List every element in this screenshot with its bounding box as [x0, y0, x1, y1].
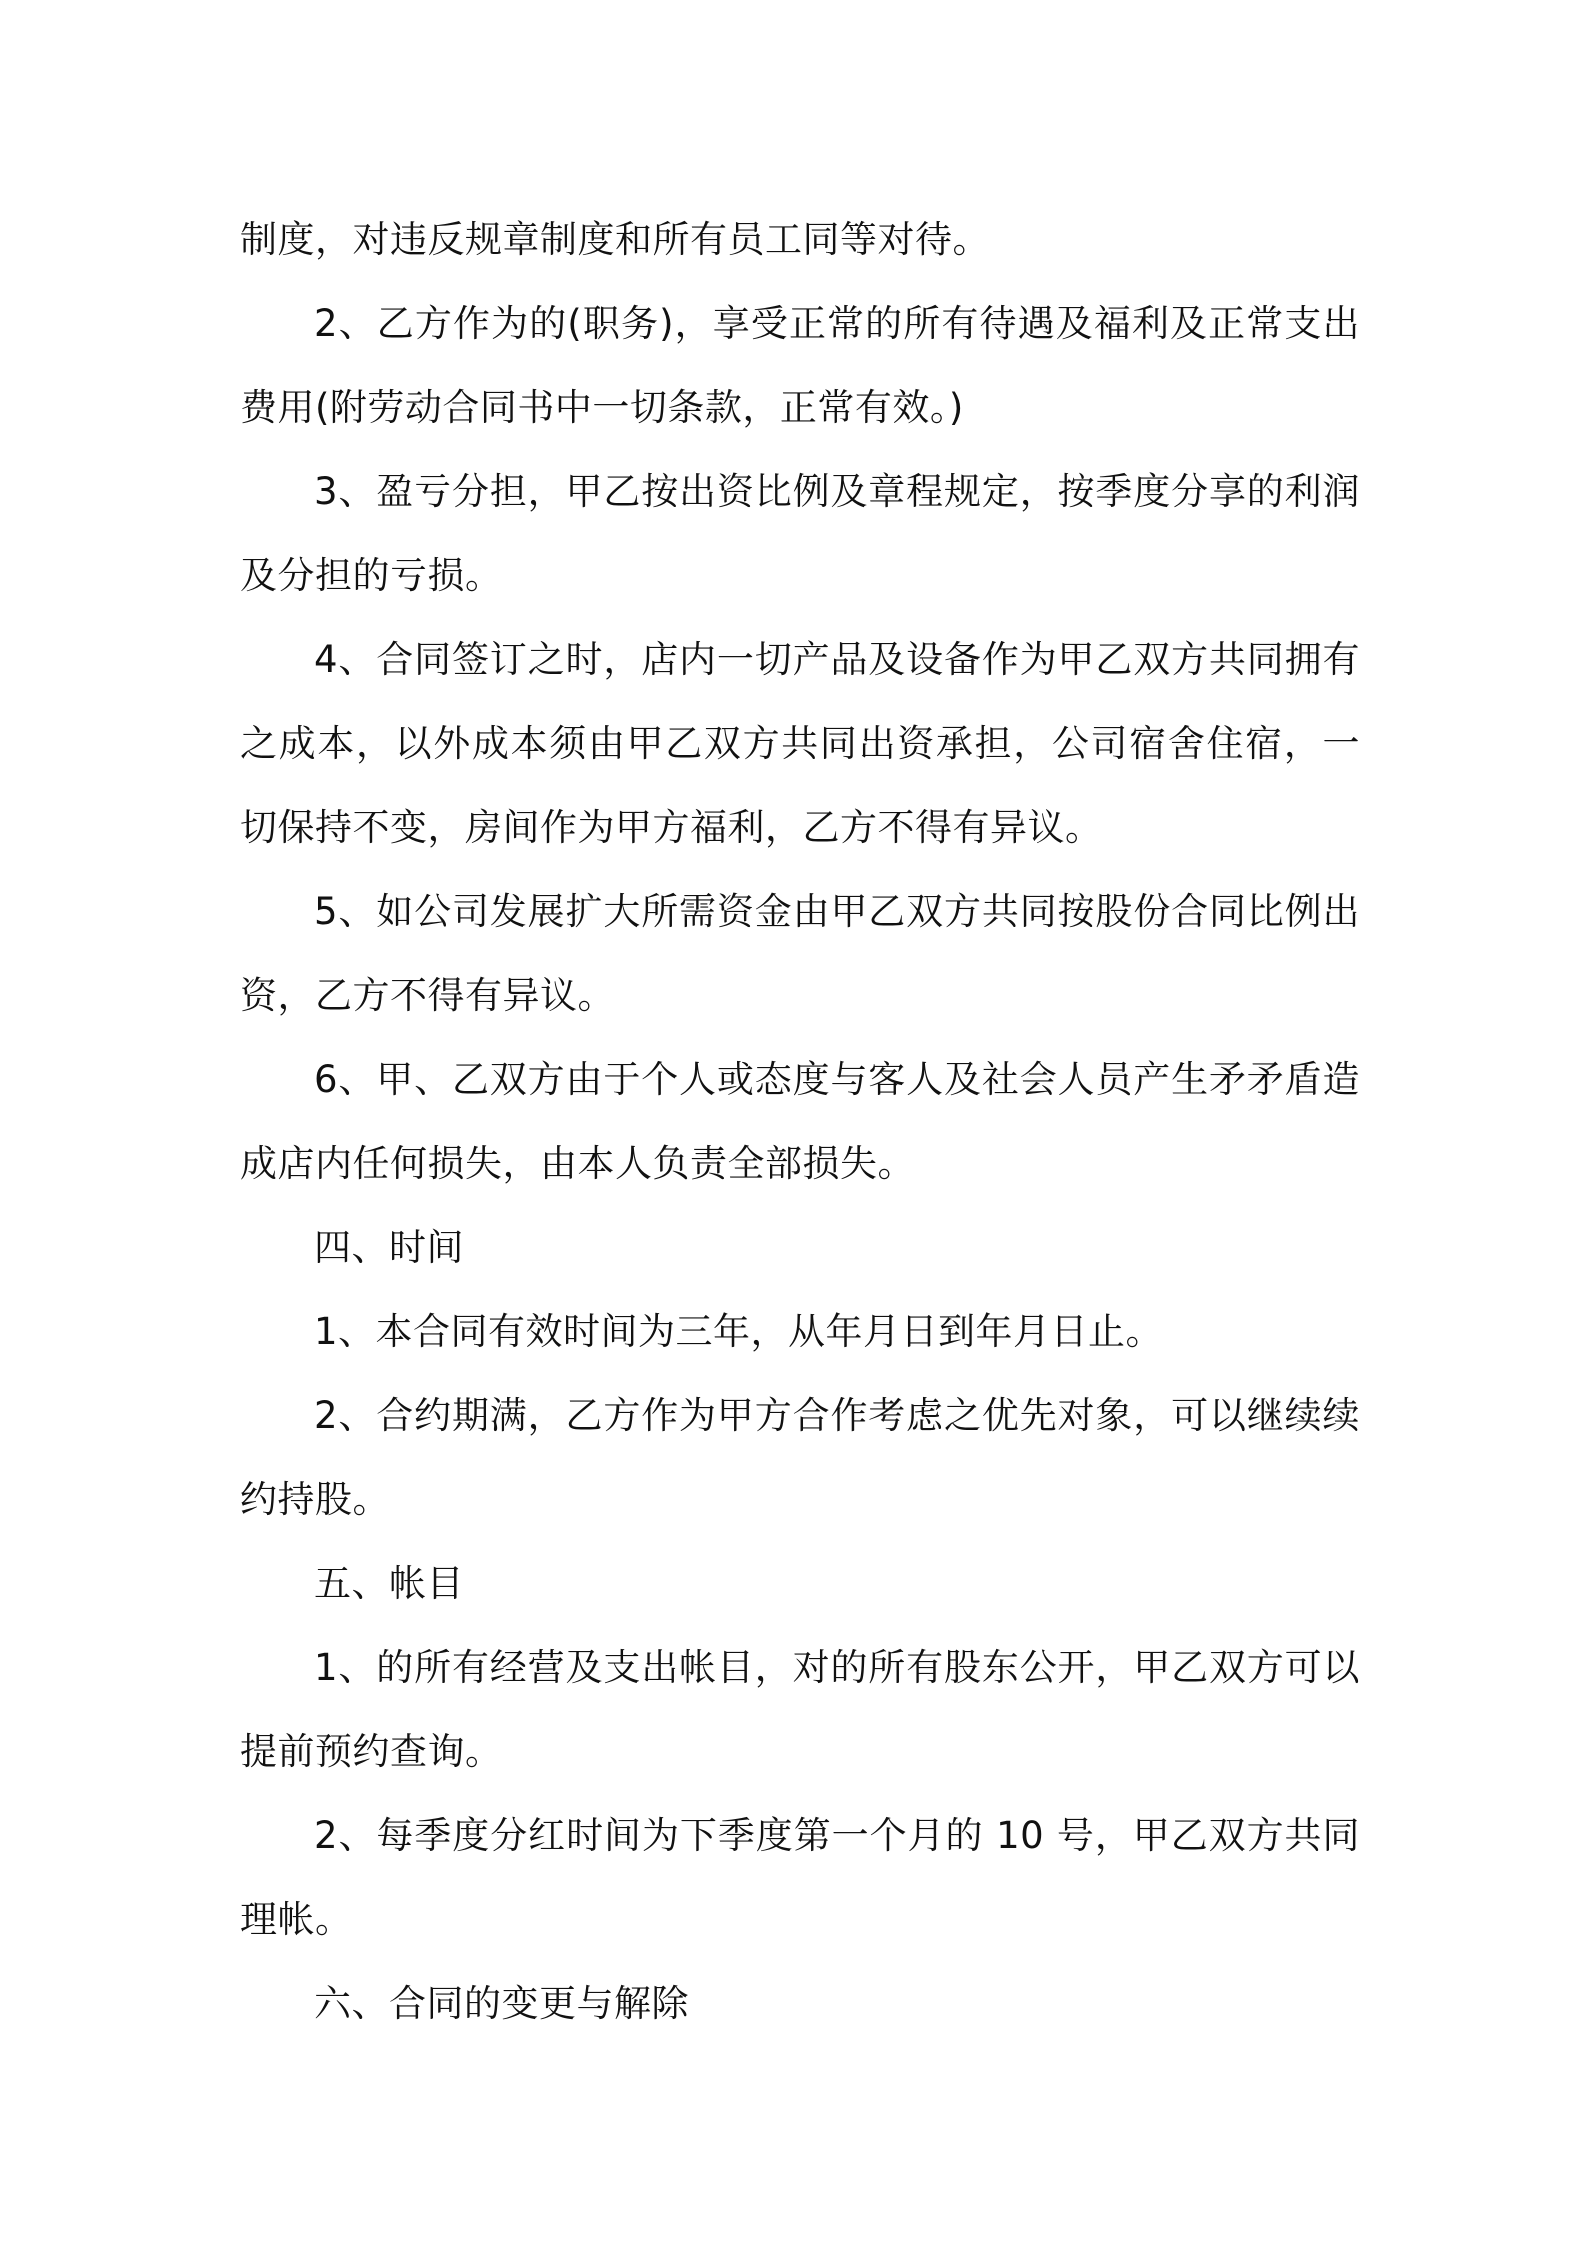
paragraph-accounts-2: 2、每季度分红时间为下季度第一个月的 10 号，甲乙双方共同理帐。	[240, 1814, 1360, 1941]
paragraph-clause-3: 3、盈亏分担，甲乙按出资比例及章程规定，按季度分享的利润及分担的亏损。	[240, 470, 1360, 597]
paragraph-clause-6: 6、甲、乙双方由于个人或态度与客人及社会人员产生矛矛盾造成店内任何损失，由本人负责全部损失。	[240, 1058, 1360, 1185]
paragraph-time-1: 1、本合同有效时间为三年，从年月日到年月日止。	[314, 1310, 1164, 1353]
section-heading-accounts: 五、帐目	[314, 1562, 464, 1605]
paragraph-time-2: 2、合约期满，乙方作为甲方合作考虑之优先对象，可以继续续约持股。	[240, 1394, 1360, 1521]
document-body	[240, 198, 1360, 2046]
paragraph-clause-2: 2、乙方作为的(职务)，享受正常的所有待遇及福利及正常支出费用(附劳动合同书中一切条款，正常有效。)	[240, 302, 1360, 429]
section-heading-time: 四、时间	[314, 1226, 464, 1269]
section-heading-change-termination: 六、合同的变更与解除	[314, 1982, 689, 2025]
paragraph-accounts-1: 1、的所有经营及支出帐目，对的所有股东公开，甲乙双方可以提前预约查询。	[240, 1646, 1360, 1773]
paragraph-clause-5: 5、如公司发展扩大所需资金由甲乙双方共同按股份合同比例出资，乙方不得有异议。	[240, 890, 1360, 1017]
paragraph-continuation: 制度，对违反规章制度和所有员工同等对待。	[240, 218, 990, 261]
paragraph-clause-4: 4、合同签订之时，店内一切产品及设备作为甲乙双方共同拥有之成本，以外成本须由甲乙双方共同出资承担，公司宿舍住宿，一切保持不变，房间作为甲方福利，乙方不得有异议。	[240, 638, 1360, 849]
